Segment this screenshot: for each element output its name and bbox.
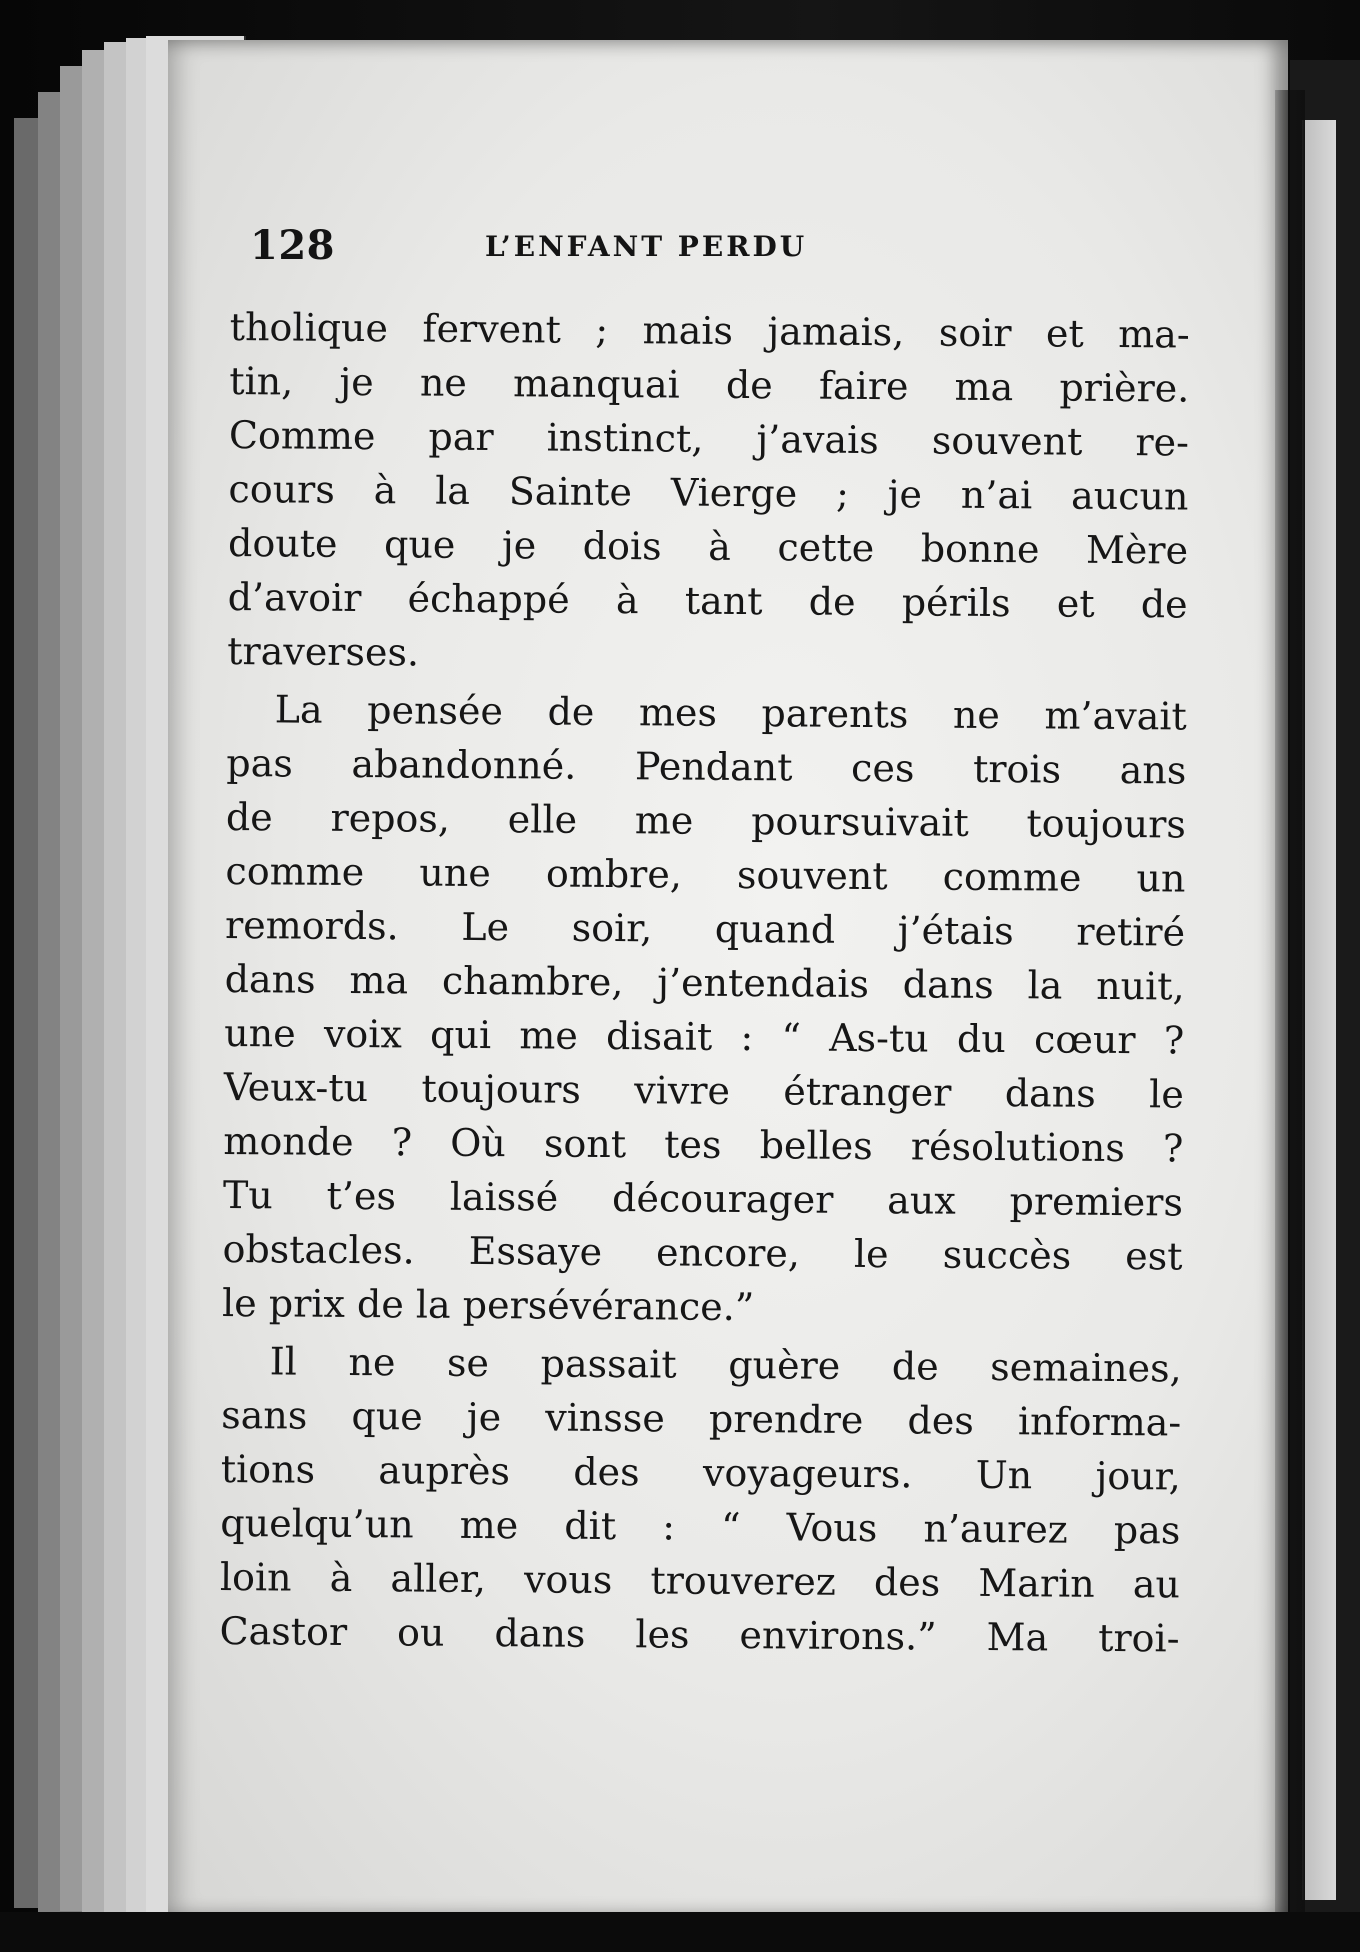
text-line: Veux-tu toujours vivre étranger dans le [223,1064,1184,1117]
text-line: Castor ou dans les environs.” Ma troi- [219,1608,1180,1661]
text-line: remords. Le soir, quand j’étais retiré [224,902,1186,955]
text-line: cours à la Sainte Vierge ; je n’ai aucun [228,466,1189,519]
text-line: obstacles. Essaye encore, le succès est [222,1226,1183,1279]
bottom-background [0,1912,1360,1952]
text-line: monde ? Où sont tes belles résolutions ? [223,1118,1184,1171]
text-line: pas abandonné. Pendant ces trois ans [226,740,1187,793]
text-line: doute que je dois à cette bonne Mère [227,520,1189,573]
facing-page-edge [1302,120,1336,1900]
text-line: La pensée de mes parents ne m’avait [274,687,1187,739]
text-line: tin, je ne manquai de faire ma prière. [229,358,1190,411]
text-line: une voix qui me disait : “ As-tu du cœur ? [224,1010,1185,1063]
text-line: dans ma chambre, j’entendais dans la nuit, [224,956,1185,1009]
gutter-shadow [1275,90,1305,1930]
page-number: 128 [250,222,335,269]
running-title: L’ENFANT PERDU [485,230,808,263]
text-line: tholique fervent ; mais jamais, soir et ma- [229,304,1190,357]
body-text [219,300,1190,1707]
text-line: Comme par instinct, j’avais souvent re- [228,412,1190,465]
text-line: traverses. [227,628,420,675]
text-line: comme une ombre, souvent comme un [225,848,1186,901]
text-line: tions auprès des voyageurs. Un jour, [220,1446,1181,1499]
text-line: Tu t’es laissé décourager aux premiers [222,1172,1184,1225]
text-line: Il ne se passait guère de semaines, [269,1339,1182,1391]
running-head [250,222,970,282]
text-line: d’avoir échappé à tant de périls et de [227,574,1188,627]
text-line: sans que je vinsse prendre des informa- [221,1392,1182,1445]
text-line: loin à aller, vous trouverez des Marin au [219,1554,1181,1607]
text-line: quelqu’un me dit : “ Vous n’aurez pas [220,1500,1181,1553]
text-line: le prix de la persévérance.” [221,1280,755,1330]
text-line: de repos, elle me poursuivait toujours [225,794,1187,847]
